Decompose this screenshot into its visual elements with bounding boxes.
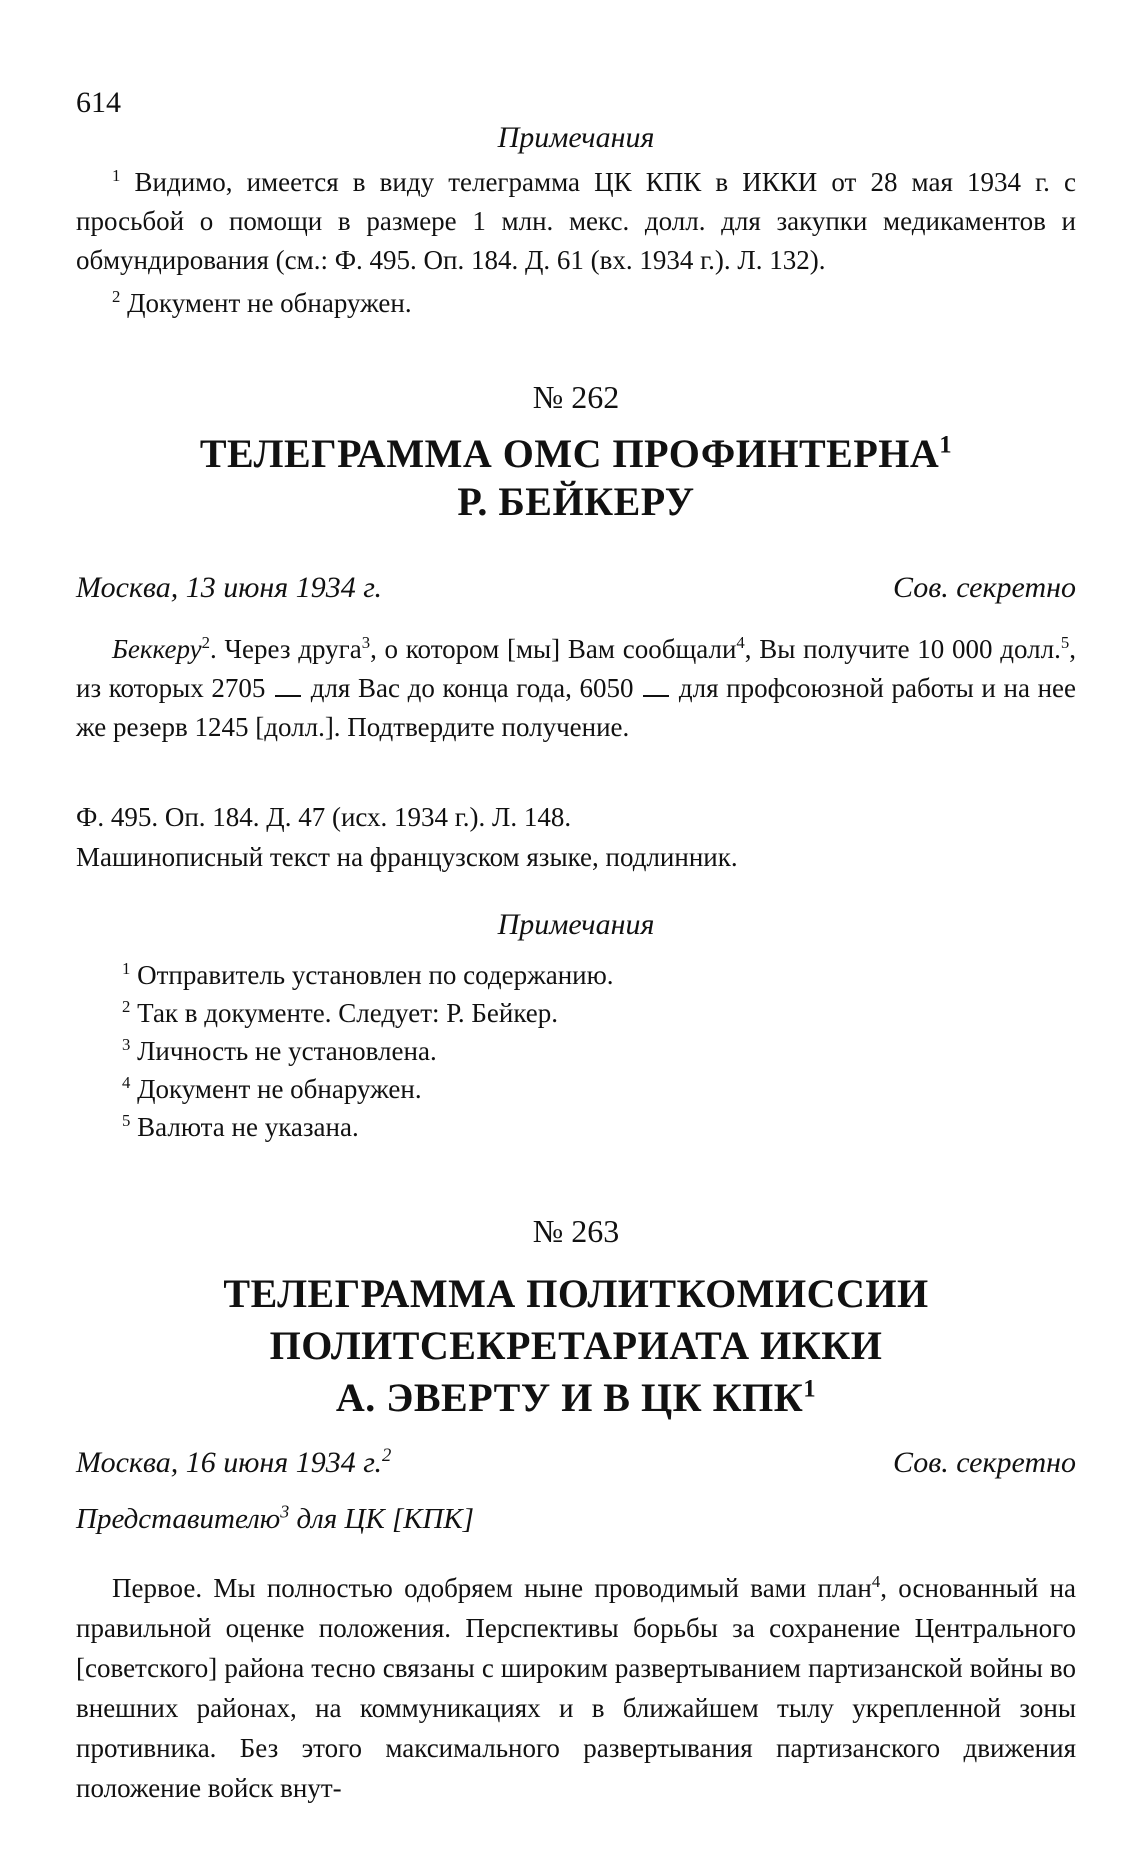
note-1-text: Видимо, имеется в виду телеграмма ЦК КПК в ИККИ от 28 мая 1934 г. с просьбой о помощи в размере 1 млн. мекс. долл. для закупки медикаментов и обмундирования (см.: Ф. 495. Оп. 184. Д. 61 (вх. 1934 г.). Л. 132). [76, 167, 1077, 275]
doc-262-place-date: Москва, 13 июня 1934 г. [76, 571, 383, 604]
doc-262-note [76, 994, 1076, 1032]
doc-263-addressee-b: для ЦК [КПК] [289, 1503, 474, 1535]
doc-262-text-5: для Вас до конца года, 6050 [310, 673, 634, 703]
blank-gap [643, 677, 669, 697]
doc-263-place-date-text: Москва, 16 июня 1934 г. [76, 1446, 383, 1479]
doc-262-source-line2: Машинописный текст на французском языке, подлинник. [76, 842, 738, 872]
doc-263-title [76, 1268, 1076, 1424]
doc-263-title-sup: 1 [803, 1375, 817, 1403]
note-1-marker: 1 [112, 166, 121, 185]
doc-262-sup-3: 3 [361, 633, 371, 652]
doc-262-text-4: , из которых 2705 [76, 634, 1076, 703]
doc-262-note [76, 1032, 1076, 1070]
doc-262-sup-2: 2 [201, 633, 210, 652]
note-text: Валюта не указана. [137, 1112, 359, 1142]
doc-262-title-line2: Р. БЕЙКЕРУ [457, 479, 695, 524]
doc-263-title-line2: ПОЛИТСЕКРЕТАРИАТА ИККИ [269, 1323, 883, 1368]
doc-262-sup-4: 4 [736, 633, 745, 652]
note-text: Документ не обнаружен. [137, 1074, 422, 1104]
doc-263-addressee-sup: 3 [280, 1501, 290, 1522]
doc-263-title-line1: ТЕЛЕГРАММА ПОЛИТКОМИССИИ [223, 1271, 929, 1316]
note-marker: 3 [122, 1035, 131, 1054]
doc-263-body-sup: 4 [871, 1572, 881, 1591]
doc-263-place-date [76, 1443, 391, 1482]
note-marker: 4 [122, 1073, 131, 1092]
doc-263-body [76, 1568, 1076, 1808]
doc-262-note [76, 956, 1076, 994]
note-2 [76, 284, 1076, 323]
doc-262-addressee: Беккеру [112, 634, 202, 664]
doc-263-body-a: Первое. Мы полностью одобряем ныне проводимый вами план [112, 1573, 872, 1603]
doc-262-source [76, 797, 1076, 877]
note-marker: 5 [122, 1111, 131, 1130]
note-2-marker: 2 [112, 287, 121, 306]
doc-262-note [76, 1108, 1076, 1146]
doc-262-meta [76, 568, 1076, 607]
doc-262-notes [76, 956, 1076, 1146]
doc-262-number: № 262 [532, 379, 620, 415]
doc-262-title-line1-text: ТЕЛЕГРАММА ОМС ПРОФИНТЕРНА [199, 431, 940, 476]
note-text: Личность не установлена. [137, 1036, 437, 1066]
doc-263-place-sup: 2 [382, 1445, 392, 1466]
doc-263-title-line3-text: А. ЭВЕРТУ И В ЦК КПК [335, 1375, 804, 1420]
doc-262-note [76, 1070, 1076, 1108]
doc-262-classification: Сов. секретно [893, 571, 1076, 604]
doc-262-text-1: . Через друга [209, 634, 362, 664]
doc-262-body [76, 630, 1076, 747]
doc-262-sup-5: 5 [1060, 633, 1070, 652]
doc-262-text-3: , Вы получите 10 000 долл. [744, 634, 1061, 664]
doc-263-meta [76, 1443, 1076, 1482]
blank-gap [275, 677, 301, 697]
doc-262-title-line1 [76, 430, 1076, 478]
doc-263-body-b: , основанный на правильной оценке положения. Перспективы борьбы за сохранение Центрального [советского] района тесно связаны с широким развертыванием партизанской войны во внешних районах, на коммуникациях и в ближайшем тылу укрепленной зоны противника. Без этого максимального развертывания партизанского движения положение войск внут- [76, 1573, 1076, 1803]
doc-262-text-2: , о котором [мы] Вам сообщали [370, 634, 737, 664]
note-text: Так в документе. Следует: Р. Бейкер. [137, 998, 558, 1028]
page-number: 614 [76, 86, 121, 119]
doc-263-addressee-a: Представителю [76, 1503, 281, 1535]
doc-262-title-sup: 1 [939, 431, 953, 459]
doc-263-number: № 263 [532, 1213, 620, 1249]
note-2-text: Документ не обнаружен. [127, 288, 412, 318]
note-1 [76, 163, 1076, 280]
notes-top [76, 118, 1076, 323]
doc-262-source-line1: Ф. 495. Оп. 184. Д. 47 (исх. 1934 г.). Л. 148. [76, 802, 572, 832]
doc-262-text-6: для профсоюзной работы и на нее же резерв 1245 [долл.]. Подтвердите получение. [76, 673, 1077, 742]
notes-top-heading: Примечания [497, 121, 655, 154]
doc-263-title-line3 [76, 1372, 1076, 1424]
doc-262-notes-heading: Примечания [497, 908, 655, 941]
note-text: Отправитель установлен по содержанию. [137, 960, 614, 990]
doc-262-title [76, 430, 1076, 526]
doc-263-addressee [76, 1500, 1076, 1539]
doc-263-classification: Сов. секретно [893, 1446, 1076, 1479]
note-marker: 1 [122, 959, 131, 978]
note-marker: 2 [122, 997, 131, 1016]
